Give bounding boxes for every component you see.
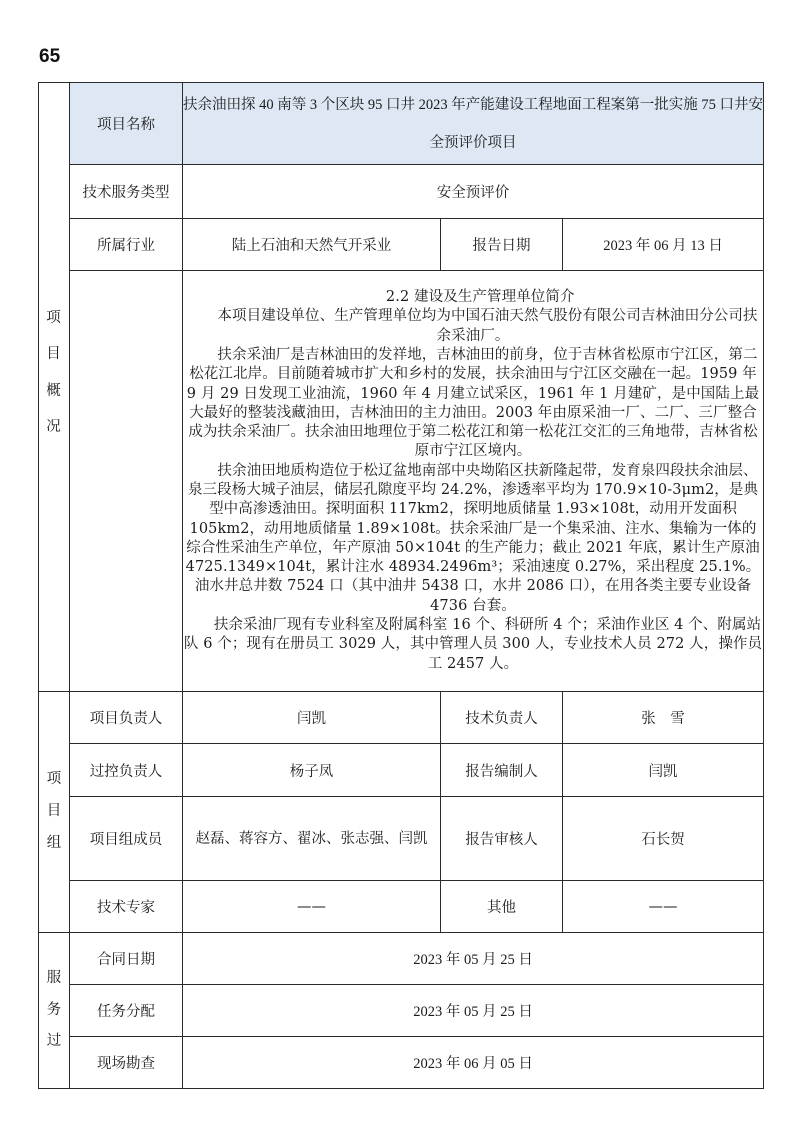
report-author-label: 报告编制人 [441,744,563,797]
service-row [39,985,764,1037]
project-leader-value: 闫凯 [183,692,441,744]
industry-value: 陆上石油和天然气开采业 [183,219,441,271]
overview-row [39,271,764,692]
group-row [39,744,764,797]
task-assign-label: 任务分配 [70,985,183,1037]
contract-date-value: 2023 年 05 月 25 日 [183,933,764,985]
members-label: 项目组成员 [70,797,183,881]
overview-paragraph: 扶余采油厂是吉林油田的发祥地，吉林油田的前身，位于吉林省松原市宁江区，第二松花江北岸。目前随着城市扩大和乡村的发展，扶余油田与宁江区交融在一起。1959 年 9 月 29 日发现工业油流，1960 年 4 月建立试采区，1961 年 1 月建矿，是中国陆上最大最好的整装浅藏油田，吉林油田的主力油田。2003 年由原采油一厂、二厂、三厂整合成为扶余采油厂。扶余油田地理位于第二松花江和第一松花江交汇的三角地带，吉林省松原市宁江区境内。 [186,346,760,460]
report-date-value: 2023 年 06 月 13 日 [563,219,764,271]
industry-label: 所属行业 [70,219,183,271]
report-reviewer-label: 报告审核人 [441,797,563,881]
service-row [39,1037,764,1089]
project-leader-label: 项目负责人 [70,692,183,744]
process-control-label: 过控负责人 [70,744,183,797]
group-row [39,692,764,744]
project-name-row [39,83,764,165]
service-type-label: 技术服务类型 [70,165,183,219]
report-author-value: 闫凯 [563,744,764,797]
group-row [39,881,764,933]
members-value: 赵磊、蒋容方、翟冰、张志强、闫凯 [183,797,441,881]
task-assign-value: 2023 年 05 月 25 日 [183,985,764,1037]
overview-heading: 2.2 建设及生产管理单位简介 [385,289,575,306]
tech-leader-label: 技术负责人 [441,692,563,744]
overview-paragraph: 扶余油田地质构造位于松辽盆地南部中央坳陷区扶新隆起带，发育泉四段扶余油层、泉三段杨大城子油层，储层孔隙度平均 24.2%，渗透率平均为 170.9×10-3μm2，是典型中高渗透油田。探明面积 117km2，探明地质储量 1.93×108t，动用开发面积 105km2，动用地质储量 1.89×108t。扶余采油厂是一个集采油、注水、集输为一体的综合性采油生产单位，年产原油 50×104t 的生产能力；截止 2021 年底，累计生产原油 4725.1349×104t，累计注水 48934.2496m³；采油速度 0.27%，采出程度 25.1%。油水井总井数 7524 口（其中油井 5438 口，水井 2086 口），在用各类主要专业设备 4736 台套。 [185,462,761,614]
report-date-label: 报告日期 [441,219,563,271]
tech-leader-value: 张 雪 [563,692,764,744]
service-row [39,933,764,985]
tech-expert-label: 技术专家 [70,881,183,933]
site-survey-value: 2023 年 06 月 05 日 [183,1037,764,1089]
overview-text [183,271,764,692]
tech-expert-value: —— [183,881,441,933]
service-type-row [39,165,764,219]
project-group-section-label: 项 目 组 [39,692,70,933]
overview-empty-cell [70,271,183,692]
group-row [39,797,764,881]
contract-date-label: 合同日期 [70,933,183,985]
overview-paragraph: 本项目建设单位、生产管理单位均为中国石油天然气股份有限公司吉林油田分公司扶余采油厂。 [217,308,758,344]
industry-row [39,219,764,271]
overview-section-label: 项 目 概 况 [46,310,61,435]
service-type-value: 安全预评价 [183,165,764,219]
overview-paragraph: 扶余采油厂现有专业科室及附属科室 16 个、科研所 4 个；采油作业区 4 个、附属站队 6 个；现有在册员工 3029 人，其中管理人员 300 人，专业技术人员 272 人，操作员工 2457 人。 [183,617,763,672]
project-name-value: 扶余油田探 40 南等 3 个区块 95 口井 2023 年产能建设工程地面工程案第一批实施 75 口井安全预评价项目 [183,83,764,165]
project-name-label: 项目名称 [70,83,183,165]
other-label: 其他 [441,881,563,933]
report-reviewer-value: 石长贺 [563,797,764,881]
service-process-section-label: 服 务 过 [39,933,70,1089]
project-info-table [38,82,764,1089]
page-number: 65 [39,46,61,67]
other-value: —— [563,881,764,933]
process-control-value: 杨子凤 [183,744,441,797]
site-survey-label: 现场勘查 [70,1037,183,1089]
